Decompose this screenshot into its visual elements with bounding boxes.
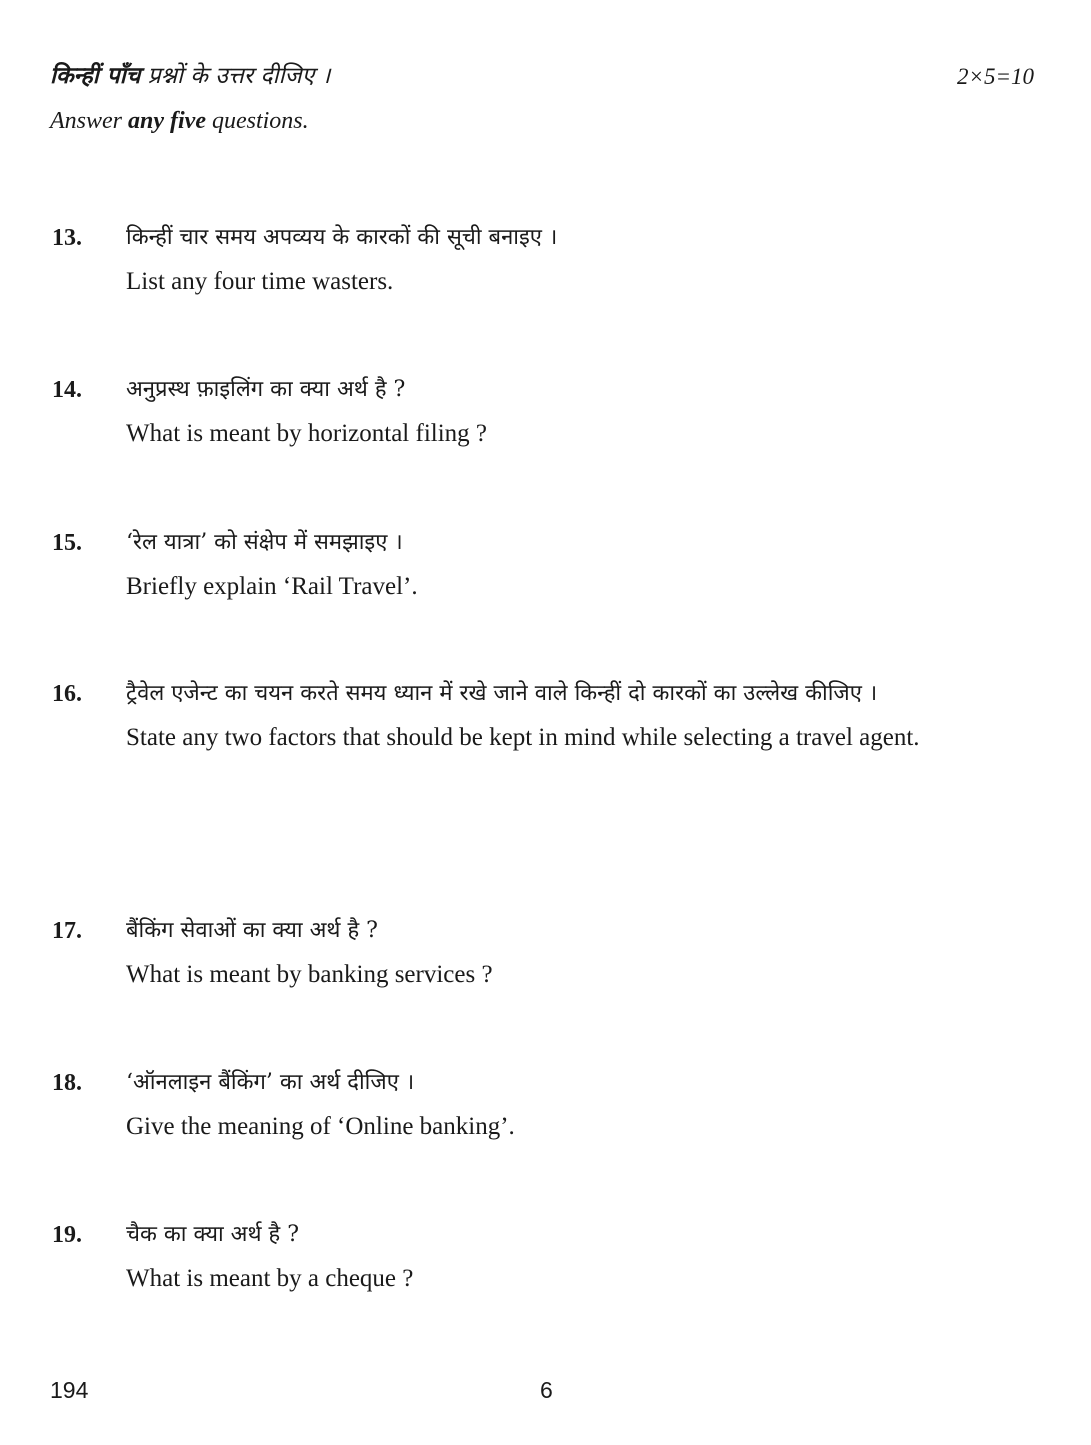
question-text-hindi: ट्रैवेल एजेन्ट का चयन करते समय ध्यान में रखे जाने वाले किन्हीं दो कारकों का उल्लेख कीजिए । (126, 681, 878, 706)
question-text-english: What is meant by banking services ? (126, 961, 493, 988)
marks-allocation: 2×5=10 (956, 64, 1034, 89)
question-19 (50, 1213, 985, 1299)
question-text-english: List any four time wasters. (126, 268, 394, 295)
question-number: 15. (52, 530, 82, 556)
question-16 (50, 672, 985, 758)
question-text-english: Give the meaning of ‘Online banking’. (126, 1113, 515, 1140)
question-number: 13. (52, 225, 82, 251)
question-number: 17. (52, 918, 82, 944)
instruction-hindi (50, 60, 330, 92)
instruction-english (50, 105, 309, 137)
question-text-hindi: चैक का क्या अर्थ है ? (126, 1222, 299, 1247)
question-text-hindi: अनुप्रस्थ फ़ाइलिंग का क्या अर्थ है ? (126, 377, 406, 402)
question-13 (50, 216, 985, 302)
paper-code: 194 (50, 1377, 89, 1403)
question-number: 16. (52, 681, 82, 707)
question-text-hindi: ‘ऑनलाइन बैंकिंग’ का अर्थ दीजिए । (126, 1070, 415, 1095)
question-text-hindi: किन्हीं चार समय अपव्यय के कारकों की सूची बनाइए । (126, 225, 558, 250)
instruction-hindi-emphasis: किन्हीं पाँच (50, 62, 141, 89)
question-18 (50, 1061, 985, 1147)
question-17 (50, 909, 985, 995)
question-text-hindi: ‘रेल यात्रा’ को संक्षेप में समझाइए । (126, 530, 403, 555)
question-text-hindi: बैंकिंग सेवाओं का क्या अर्थ है ? (126, 918, 378, 943)
instruction-english-emphasis: any five (128, 108, 206, 134)
question-number: 14. (52, 377, 82, 403)
instruction-hindi-text: प्रश्नों के उत्तर दीजिए । (140, 63, 331, 89)
question-number: 19. (52, 1222, 82, 1248)
question-text-english: What is meant by a cheque ? (126, 1265, 414, 1292)
question-text-english: What is meant by horizontal filing ? (126, 420, 488, 447)
question-text-english: Briefly explain ‘Rail Travel’. (126, 573, 418, 600)
question-number: 18. (52, 1070, 82, 1096)
question-14 (50, 368, 985, 454)
instruction-english-post: questions. (205, 108, 309, 134)
question-15 (50, 521, 985, 607)
question-text-english: State any two factors that should be kept in mind while selecting a travel agent. (126, 724, 920, 751)
page-number: 6 (540, 1377, 553, 1403)
instruction-english-pre: Answer (50, 108, 128, 134)
